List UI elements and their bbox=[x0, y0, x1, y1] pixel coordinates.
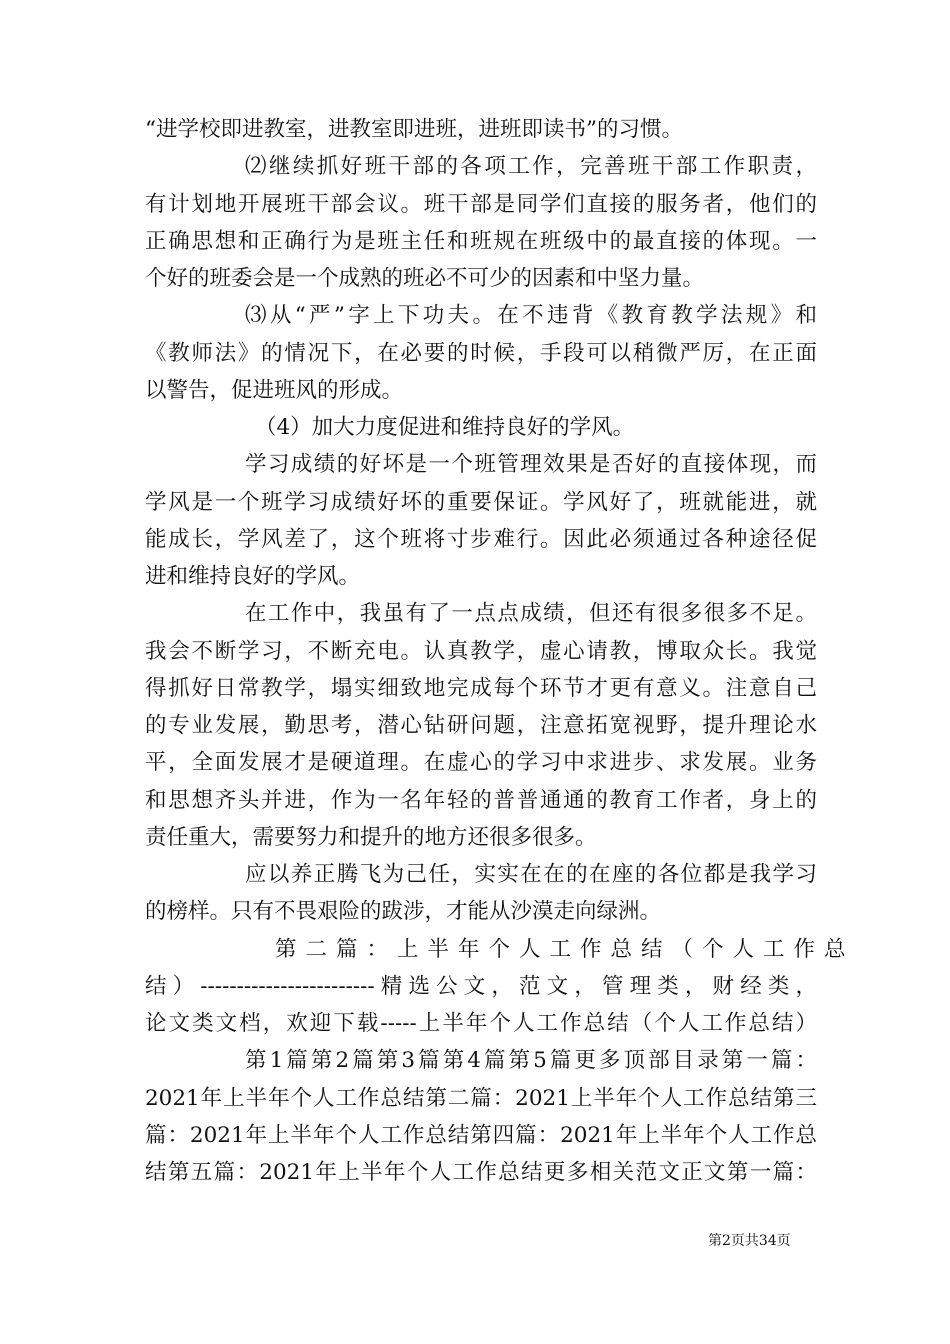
text-line: （4）加大力度促进和维持良好的学风。 bbox=[255, 415, 635, 440]
text-line: 个好的班委会是一个成熟的班必不可少的因素和中坚力量。 bbox=[145, 266, 705, 291]
text-line: 学风是一个班学习成绩好坏的重要保证。学风好了，班就能进，就 bbox=[145, 489, 817, 515]
text-line: 有计划地开展班干部会议。班干部是同学们直接的服务者，他们的 bbox=[145, 191, 817, 217]
page-number-footer: 第2页共34页 bbox=[708, 1233, 791, 1249]
text-line: 论文类文档，欢迎下载-----上半年个人工作总结（个人工作总结） bbox=[145, 1011, 817, 1036]
text-line: 能成长，学风差了，这个班将寸步难行。因此必须通过各种途径促 bbox=[145, 526, 817, 552]
text-line: ⑵继续抓好班干部的各项工作，完善班干部工作职责， bbox=[245, 154, 817, 180]
text-line: 得抓好日常教学，塌实细致地完成每个环节才更有意义。注意自己 bbox=[145, 675, 817, 701]
text-line: 责任重大，需要努力和提升的地方还很多很多。 bbox=[145, 824, 597, 850]
text-line: 我会不断学习，不断充电。认真教学，虚心请教，博取众长。我觉 bbox=[145, 638, 817, 664]
text-line: 和思想齐头并进，作为一名年轻的普普通通的教育工作者，身上的 bbox=[145, 787, 817, 813]
text-line: 《教师法》的情况下，在必要的时候，手段可以稍微严厉，在正面 bbox=[145, 340, 817, 366]
text-line: 的榜样。只有不畏艰险的跋涉，才能从沙漠走向绿洲。 bbox=[145, 899, 662, 925]
text-line: ⑶从“严”字上下功夫。在不违背《教育教学法规》和 bbox=[245, 303, 817, 329]
text-line: 应以养正腾飞为己任，实实在在的在座的各位都是我学习 bbox=[245, 862, 817, 887]
text-line: 平，全面发展才是硬道理。在虚心的学习中求进步、求发展。业务 bbox=[145, 750, 817, 776]
text-line: 进和维持良好的学风。 bbox=[145, 564, 361, 589]
text-line: 篇：2021年上半年个人工作总结第四篇：2021年上半年个人工作总 bbox=[145, 1122, 817, 1148]
text-line: 结第五篇：2021年上半年个人工作总结更多相关范文正文第一篇： bbox=[145, 1160, 817, 1185]
text-line: 在工作中，我虽有了一点点成绩，但还有很多很多不足。 bbox=[245, 601, 817, 627]
text-line: 2021年上半年个人工作总结第二篇：2021上半年个人工作总结第三 bbox=[145, 1085, 817, 1111]
text-line: 的专业发展，勤思考，潜心钻研问题，注意拓宽视野，提升理论水 bbox=[145, 713, 817, 738]
text-line: 正确思想和正确行为是班主任和班规在班级中的最直接的体现。一 bbox=[145, 228, 817, 254]
text-line: 学习成绩的好坏是一个班管理效果是否好的直接体现，而 bbox=[245, 452, 817, 478]
text-line: 结）------------------------精选公文，范文，管理类，财经类， bbox=[145, 973, 817, 999]
text-line: “进学校即进教室，进教室即进班，进班即读书”的习惯。 bbox=[145, 117, 683, 142]
text-line: 第1篇第2篇第3篇第4篇第5篇更多顶部目录第一篇： bbox=[245, 1048, 817, 1074]
text-line: 以警告，促进班风的形成。 bbox=[145, 377, 404, 403]
text-line: 第二篇：上半年个人工作总结（个人工作总 bbox=[275, 936, 855, 962]
